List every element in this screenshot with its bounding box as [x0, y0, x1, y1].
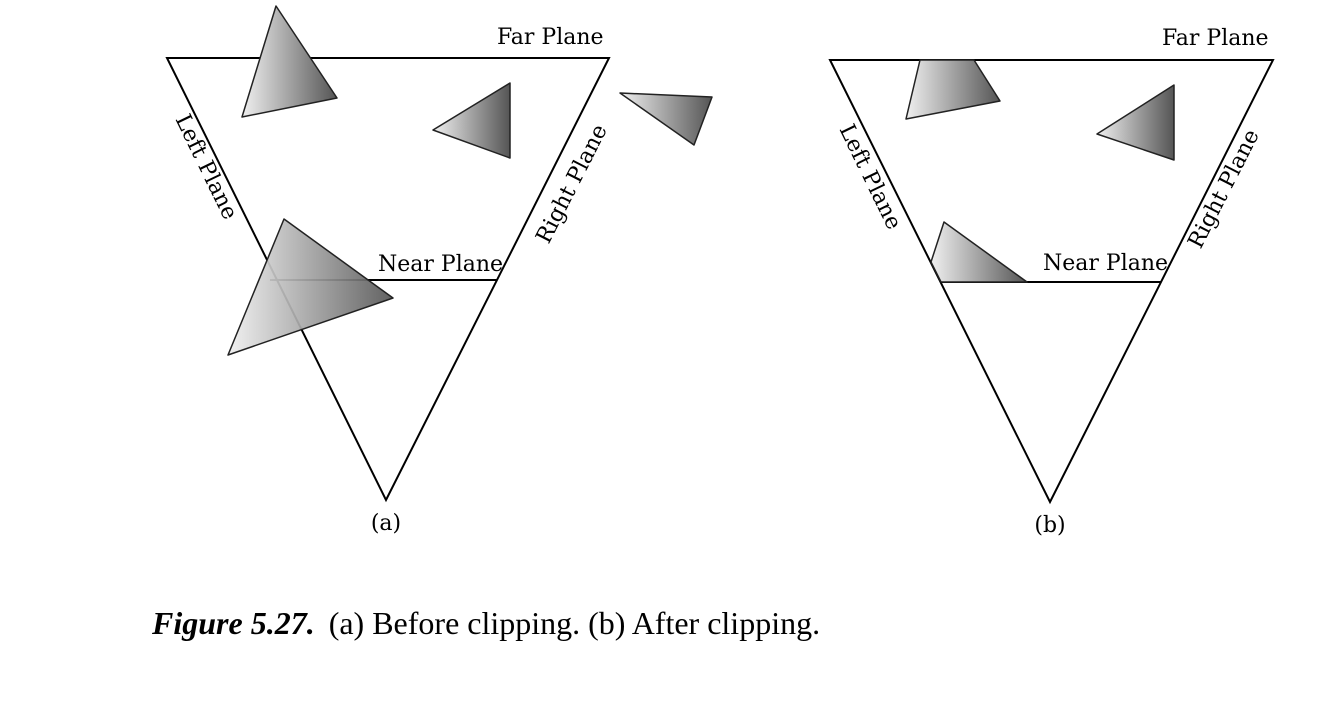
subfigure-label-b: (b)	[1034, 513, 1066, 538]
triangle-outside-frustum	[620, 93, 712, 145]
right-plane-label-b: Right Plane	[1183, 125, 1265, 253]
clipped-triangle-near	[931, 222, 1027, 282]
right-plane-label-a: Right Plane	[531, 120, 613, 248]
panel-b	[830, 26, 1273, 538]
triangle-inside-frustum-a	[433, 83, 510, 158]
far-plane-label-a: Far Plane	[497, 25, 604, 50]
caption-label: Figure 5.27.	[152, 605, 315, 641]
triangle-inside-frustum-b	[1097, 85, 1174, 160]
subfigure-label-a: (a)	[370, 511, 402, 536]
near-plane-label-b: Near Plane	[1043, 251, 1169, 276]
figure-caption	[152, 605, 820, 642]
panel-a	[167, 6, 712, 536]
left-plane-label-b: Left Plane	[833, 120, 907, 234]
far-plane-label-b: Far Plane	[1162, 26, 1269, 51]
triangle-crossing-near-plane	[228, 219, 393, 355]
left-plane-label-a: Left Plane	[169, 110, 243, 224]
near-plane-label-a: Near Plane	[378, 252, 504, 277]
caption-text: (a) Before clipping. (b) After clipping.	[328, 605, 821, 641]
clipped-triangle-far	[906, 60, 1000, 119]
triangle-crossing-far-plane	[242, 6, 337, 117]
